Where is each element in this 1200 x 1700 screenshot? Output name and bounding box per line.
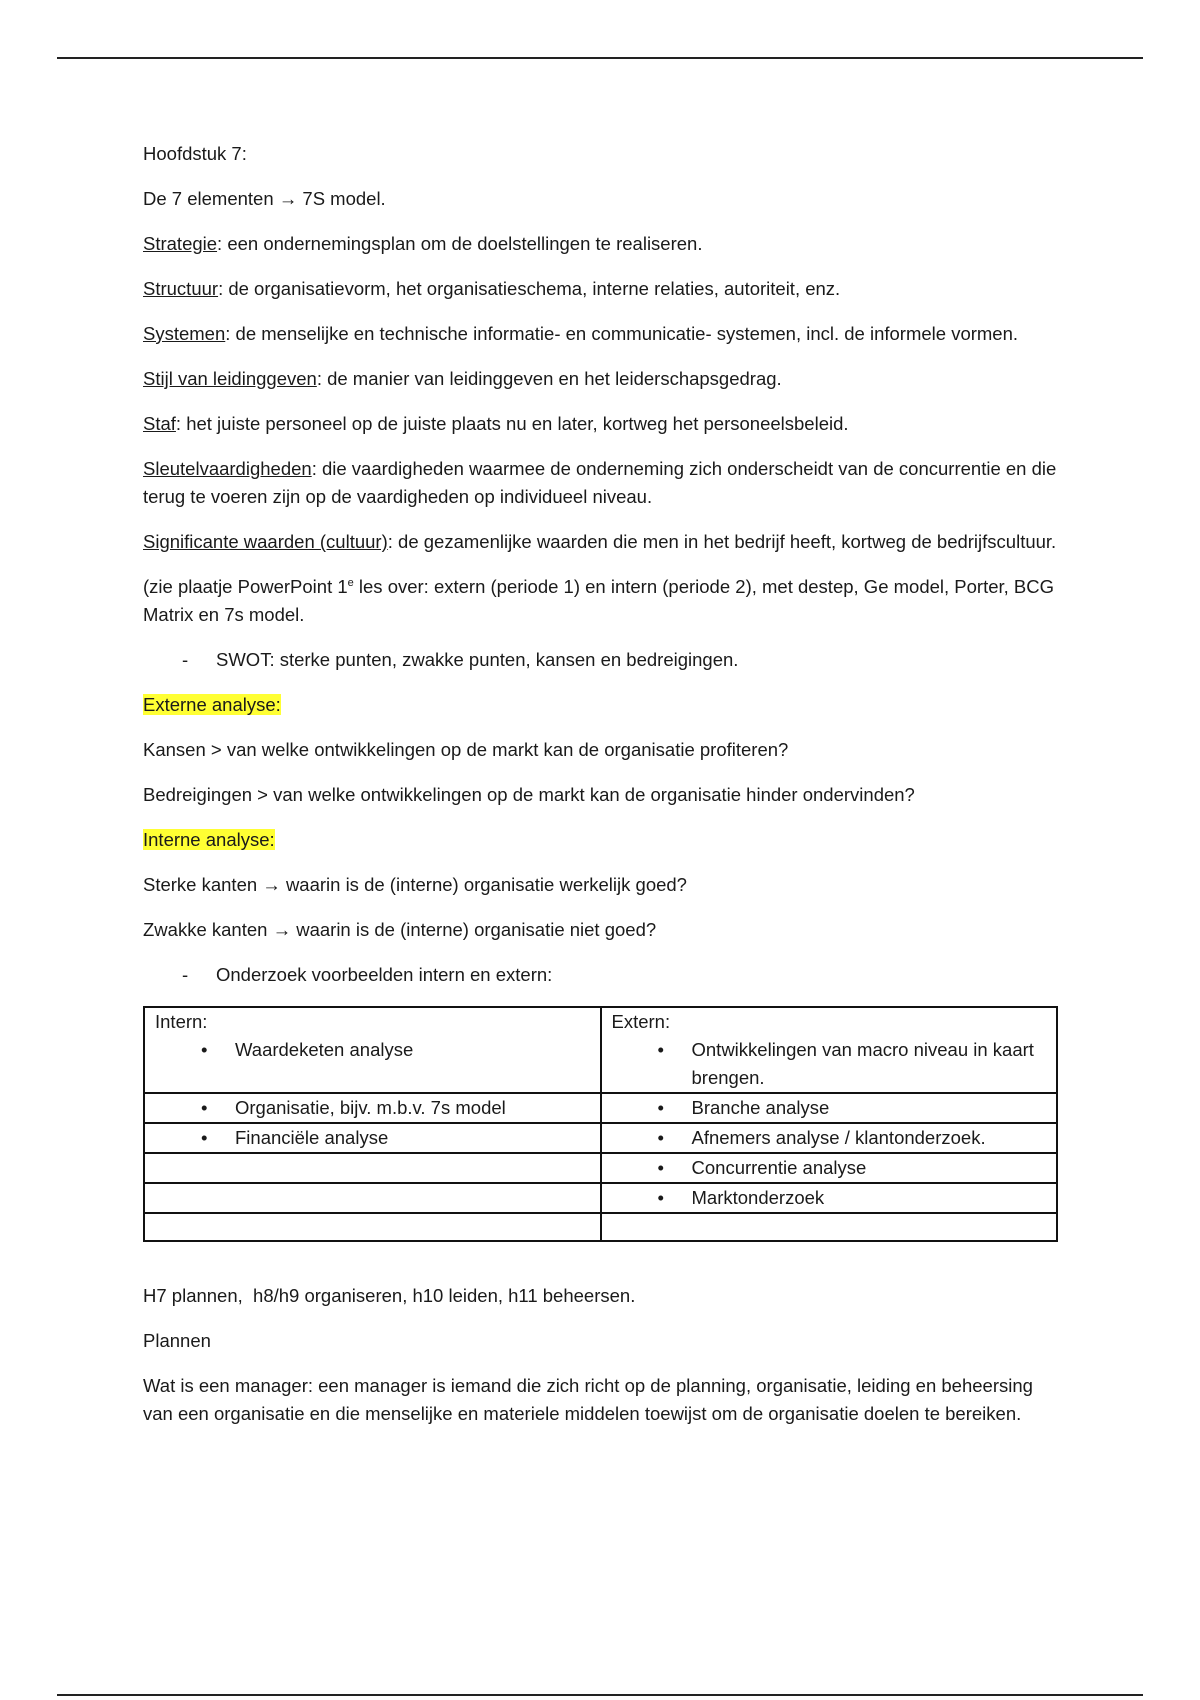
right-arrow-icon: → <box>272 919 292 940</box>
intern-item: Financiële analyse <box>235 1127 389 1148</box>
element-definition: : die vaardigheden waarmee de onderneming zich onderscheidt van de concurrentie en die terug te voeren zijn op de vaardigheden op individueel niveau. <box>143 458 1057 507</box>
bullet-dot-icon: • <box>657 1157 664 1178</box>
extern-item: Concurrentie analyse <box>691 1157 867 1178</box>
list-item <box>612 1124 1047 1152</box>
element-definition: : het juiste personeel op de juiste plaats nu en later, kortweg het personeelsbeleid. <box>175 413 849 434</box>
table-cell-intern-empty <box>144 1213 601 1241</box>
bedreigingen-line: Bedreigingen > van welke ontwikkelingen op de markt kan de organisatie hinder ondervinden? <box>143 784 915 805</box>
table-row <box>144 1093 1057 1123</box>
chapters-line: H7 plannen, h8/h9 organiseren, h10 leiden, h11 beheersen. <box>143 1285 636 1306</box>
research-text: Onderzoek voorbeelden intern en extern: <box>216 964 553 985</box>
elements-intro <box>143 185 1063 213</box>
zwakke-kanten-line <box>143 916 1063 944</box>
intern-item: Organisatie, bijv. m.b.v. 7s model <box>235 1097 506 1118</box>
element-structuur <box>143 275 1063 303</box>
element-definition: : een ondernemingsplan om de doelstellingen te realiseren. <box>217 233 703 254</box>
table-row <box>144 1123 1057 1153</box>
element-staf <box>143 410 1063 438</box>
intern-header: Intern: <box>155 1011 208 1032</box>
table-cell-intern <box>144 1123 601 1153</box>
extern-header: Extern: <box>611 1011 671 1032</box>
kansen-line: Kansen > van welke ontwikkelingen op de markt kan de organisatie profiteren? <box>143 739 789 760</box>
footer-rule <box>57 1694 1143 1696</box>
element-strategie <box>143 230 1063 258</box>
element-definition: : de organisatievorm, het organisatieschema, interne relaties, autoriteit, enz. <box>218 278 841 299</box>
table-cell-intern-empty <box>144 1153 601 1183</box>
list-item <box>155 1036 590 1064</box>
sterke-kanten-text: waarin is de (interne) organisatie werkelijk goed? <box>285 874 687 895</box>
table-cell-intern <box>144 1093 601 1123</box>
bullet-dot-icon: • <box>657 1127 664 1148</box>
elements-intro-model: 7S model. <box>302 188 386 209</box>
elements-intro-text: De 7 elementen <box>143 188 274 209</box>
sterke-kanten-label: Sterke kanten <box>143 874 258 895</box>
table-cell-extern <box>601 1007 1058 1093</box>
element-term: Strategie <box>143 233 218 254</box>
intern-item: Waardeketen analyse <box>235 1039 414 1060</box>
element-term: Stijl van leidinggeven <box>143 368 317 389</box>
dash-bullet: - <box>182 649 189 670</box>
table-cell-intern <box>144 1007 601 1093</box>
research-list-item <box>143 961 1063 989</box>
sterke-kanten-line <box>143 871 1063 899</box>
right-arrow-icon: → <box>262 874 281 895</box>
extern-item: Afnemers analyse / klantonderzoek. <box>691 1127 986 1148</box>
element-significante-waarden <box>143 528 1063 556</box>
powerpoint-note <box>143 573 1063 629</box>
list-item <box>612 1184 1047 1212</box>
zwakke-kanten-text: waarin is de (interne) organisatie niet goed? <box>296 919 657 940</box>
list-item <box>155 1124 590 1152</box>
list-item <box>612 1154 1047 1182</box>
element-term: Sleutelvaardigheden <box>143 458 312 479</box>
chapter-heading: Hoofdstuk 7: <box>143 143 247 164</box>
list-item <box>612 1094 1047 1122</box>
bullet-dot-icon: • <box>657 1187 664 1208</box>
ordinal-superscript: e <box>347 576 354 589</box>
element-term: Structuur <box>143 278 219 299</box>
element-definition: : de manier van leidinggeven en het leiderschapsgedrag. <box>316 368 782 389</box>
intern-extern-table <box>143 1006 1058 1242</box>
plannen-heading: Plannen <box>143 1330 211 1351</box>
bullet-dot-icon: • <box>201 1039 208 1060</box>
table-row-empty <box>144 1213 1057 1241</box>
swot-text: SWOT: sterke punten, zwakke punten, kansen en bedreigingen. <box>216 649 739 670</box>
table-row <box>144 1153 1057 1183</box>
table-cell-intern-empty <box>144 1183 601 1213</box>
bullet-dot-icon: • <box>657 1097 664 1118</box>
highlighted-heading: Externe analyse: <box>143 694 281 715</box>
element-term: Significante waarden (cultuur) <box>143 531 388 552</box>
element-stijl <box>143 365 1063 393</box>
extern-item: Branche analyse <box>691 1097 830 1118</box>
element-definition: : de menselijke en technische informatie- en communicatie- systemen, incl. de informele vormen. <box>225 323 1019 344</box>
list-item <box>612 1036 1047 1092</box>
swot-list-item <box>143 646 1063 674</box>
powerpoint-note-text: (zie plaatje PowerPoint 1 <box>143 576 348 597</box>
table-cell-extern <box>601 1093 1058 1123</box>
element-term: Systemen <box>143 323 226 344</box>
element-definition: : de gezamenlijke waarden die men in het bedrijf heeft, kortweg de bedrijfscultuur. <box>387 531 1057 552</box>
bullet-dot-icon: • <box>201 1097 208 1118</box>
element-systemen <box>143 320 1063 348</box>
table-cell-extern <box>601 1123 1058 1153</box>
element-term: Staf <box>143 413 176 434</box>
element-sleutelvaardigheden <box>143 455 1063 511</box>
table-cell-extern <box>601 1153 1058 1183</box>
table-row <box>144 1183 1057 1213</box>
manager-definition: Wat is een manager: een manager is iemand die zich richt op de planning, organisatie, leiding en beheersing van een organisatie en die menselijke en materiele middelen toewijst om de organisatie doelen te bereiken. <box>143 1375 1033 1424</box>
highlighted-heading: Interne analyse: <box>143 829 275 850</box>
powerpoint-note-rest: les over: extern (periode 1) en intern (periode 2), met destep, Ge model, Porter, BCG Matrix en 7s model. <box>143 576 1055 625</box>
header-rule <box>57 57 1143 59</box>
table-row <box>144 1007 1057 1093</box>
extern-item: Marktonderzoek <box>691 1187 825 1208</box>
bullet-dot-icon: • <box>201 1127 208 1148</box>
list-item <box>155 1094 590 1122</box>
document-page <box>143 140 1063 1445</box>
bullet-dot-icon: • <box>657 1039 664 1060</box>
internal-analysis-heading <box>143 826 1063 854</box>
table-cell-extern <box>601 1183 1058 1213</box>
extern-item: Ontwikkelingen van macro niveau in kaart brengen. <box>691 1039 1034 1088</box>
dash-bullet: - <box>182 964 189 985</box>
table-cell-extern-empty <box>601 1213 1058 1241</box>
external-analysis-heading <box>143 691 1063 719</box>
right-arrow-icon: → <box>278 188 298 209</box>
zwakke-kanten-label: Zwakke kanten <box>143 919 268 940</box>
